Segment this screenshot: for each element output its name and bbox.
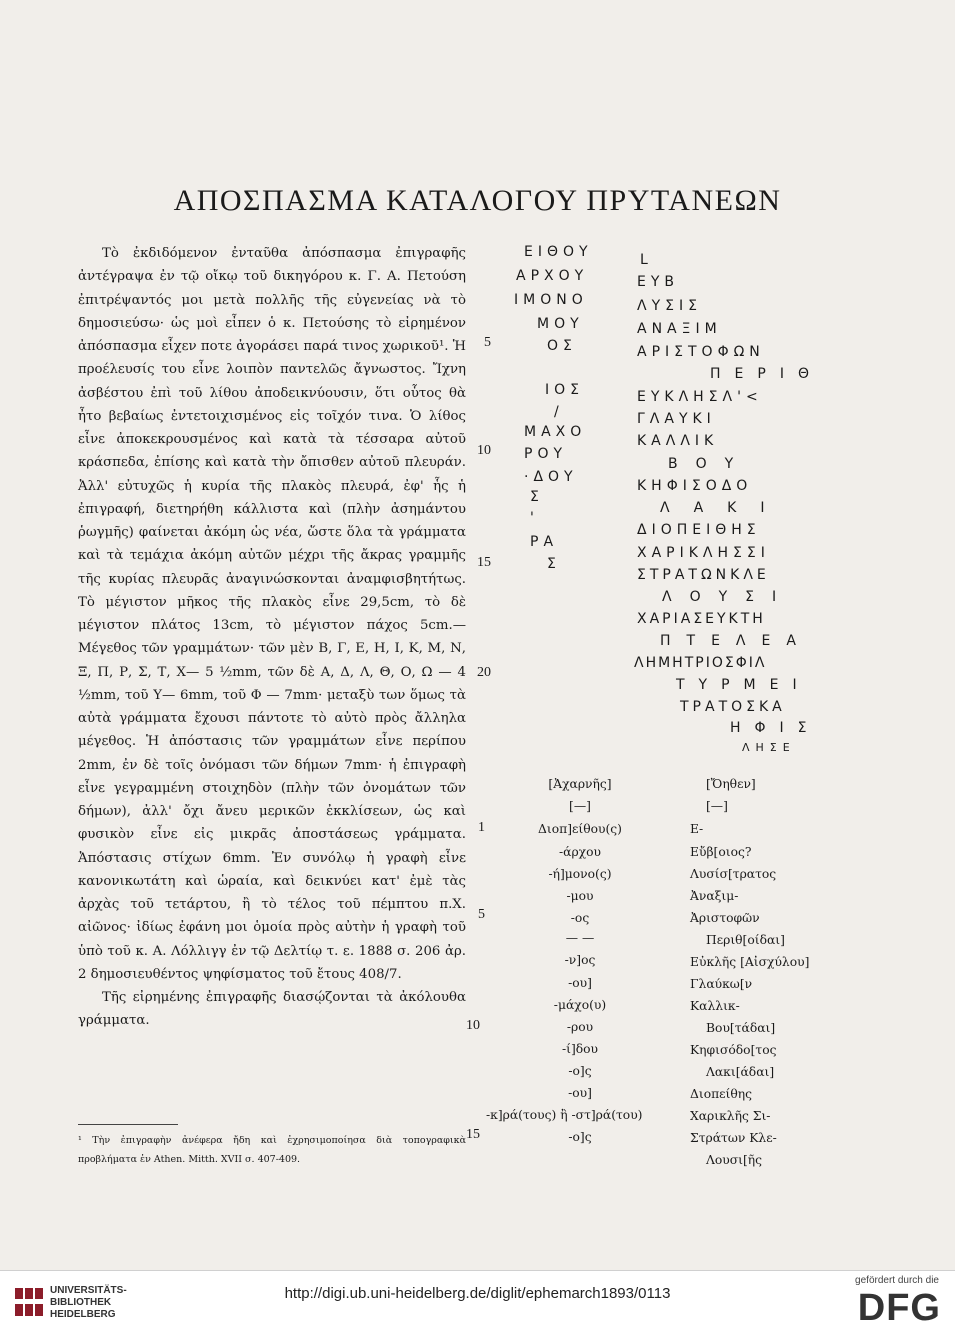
digitization-footer <box>0 1270 955 1337</box>
inscription-right-line: ΤΥΡΜΕΙ <box>676 677 811 693</box>
library-name-line: HEIDELBERG <box>50 1309 116 1320</box>
footnote: ¹ Τὴν ἐπιγραφὴν ἀνέφερα ἤδη καὶ ἐχρησιμοποίησα διὰ τοπογραφικὰ προβλήματα ἐν Athen. Mitth. XVII σ. 407-409. <box>78 1135 466 1165</box>
transcription-right-line: Κηφισόδο[τος <box>690 1043 777 1057</box>
inscription-right-line: ΕΥΚΛΗΣΛ'< <box>637 389 763 405</box>
inscription-right-line: ΚΗΦΙΣΟΔΟ <box>637 478 753 494</box>
transcription-right-line: Ἀριστοφῶν <box>690 911 760 925</box>
inscription-right-line: ΒΟΥ <box>668 456 752 472</box>
paragraph-2: Τῆς εἰρημένης ἐπιγραφῆς διασῴζονται τὰ ἀκόλουθα γράμματα. <box>78 990 466 1029</box>
transcription-right-line: Γλαύκω[ν <box>690 977 753 991</box>
inscription-right-line: ΛΗΣΕ <box>742 741 796 754</box>
transcription-right-line: Περιθ[οίδαι] <box>706 933 785 947</box>
transcription-left-line: -ί]δου <box>561 1042 599 1056</box>
inscription-right-line: ΚΑΛΛΙΚ <box>637 433 719 449</box>
inscription-left-line: ΟΣ <box>547 338 577 354</box>
library-name-line: BIBLIOTHEK <box>50 1297 112 1308</box>
transcription-left-line: Διοπ]είθου(ς) <box>538 822 622 836</box>
inscription-right-line: ΛΗΜΗΤΡΙΟΣΦΙΛ <box>634 655 767 671</box>
inscription-right-line: ΛΑΚΙ <box>660 500 789 516</box>
transcription-right-line: Λυσίσ[τρατος <box>690 867 777 881</box>
inscription-left-line: ΜΟΥ <box>537 316 584 332</box>
transcription-left-line: -ος <box>570 911 590 925</box>
inscription-line-number: 15 <box>477 555 491 570</box>
inscription-right-line: ΠΤΕΛΕΑ <box>660 633 812 649</box>
transcription-right-line: Καλλικ- <box>690 999 740 1013</box>
page-title: ΑΠΟΣΠΑΣΜΑ ΚΑΤΑΛΟΓΟΥ ΠΡΥΤΑΝΕΩΝ <box>173 184 782 217</box>
inscription-left-line: ΙΜΟΝΟ <box>514 292 588 308</box>
inscription-right-line: ΤΡΑΤΟΣΚΑ <box>680 699 786 715</box>
inscription-line-number: 5 <box>484 335 491 350</box>
transcription-right-line: Διοπείθης <box>690 1087 753 1101</box>
transcription-right-line: Εὐκλῆς [Αἰσχύλου] <box>690 955 810 969</box>
transcription-left-line: -κ]ρά(τους) ἢ -στ]ρά(του) <box>486 1108 643 1122</box>
inscription-right-line: L <box>640 252 653 268</box>
inscription-left-line: ΑΡΧΟΥ <box>516 268 589 284</box>
transcription-left-header: [Ἀχαρνῆς] <box>548 777 612 791</box>
inscription-left-line: / <box>554 404 564 420</box>
transcription-line-number: 5 <box>478 907 485 922</box>
inscription-right-line: ΣΤΡΑΤΩΝΚΛΕ <box>637 567 770 583</box>
inscription-left-line: Σ <box>530 489 544 505</box>
transcription-line-number: 10 <box>466 1018 480 1033</box>
transcription-left-line: -άρχου <box>558 845 602 859</box>
transcription-left-line: -ου] <box>568 976 592 990</box>
inscription-left-line: ΡΟΥ <box>524 446 568 462</box>
inscription-right-line: ΧΑΡΙΑΣΕΥΚΤΗ <box>637 611 766 627</box>
inscription-right-line: ΠΕΡΙΘ <box>710 366 823 382</box>
transcription-right-line: [—] <box>706 799 728 813</box>
transcription-left-line: -μάχο(υ) <box>553 998 607 1012</box>
inscription-right-line: ΗΦΙΣ <box>730 720 821 736</box>
transcription-right-line: Λακι[άδαι] <box>706 1065 775 1079</box>
transcription-right-line: Χαρικλῆς Σι- <box>690 1109 771 1123</box>
inscription-left-line: Σ <box>547 556 561 572</box>
inscription-left-line: ΙΟΣ <box>545 382 584 398</box>
inscription-right-line: ΛΥΣΙΣ <box>637 298 702 314</box>
transcription-left-line: -ή]μονο(ς) <box>548 867 612 881</box>
transcription-left-line: [—] <box>569 799 591 813</box>
inscription-right-line: ΑΡΙΣΤΟΦΩΝ <box>637 344 765 360</box>
inscription-right-line: ΧΑΡΙΚΛΗΣΣΙ <box>637 545 770 561</box>
inscription-left-line: ΕΙΘΟΥ <box>524 244 593 260</box>
transcription-left-line: -ο]ς <box>568 1130 592 1144</box>
transcription-right-line: Ἀναξιμ- <box>690 889 739 903</box>
funded-by-label: gefördert durch die <box>855 1275 939 1286</box>
inscription-left-line: ' <box>530 510 539 526</box>
transcription-right-line: Στράτων Κλε- <box>690 1131 777 1145</box>
footnote-rule <box>78 1124 178 1125</box>
transcription-left-line: — — <box>565 931 595 945</box>
inscription-right-line: ΛΟΥΣΙ <box>662 589 795 605</box>
library-name-line: UNIVERSITÄTS- <box>50 1285 127 1296</box>
inscription-line-number: 10 <box>477 443 491 458</box>
main-text-column <box>78 242 466 1033</box>
transcription-left-line: -ο]ς <box>568 1064 592 1078</box>
source-url-link[interactable]: http://digi.ub.uni-heidelberg.de/diglit/ephemarch1893/0113 <box>284 1285 671 1302</box>
dfg-logo: DFG <box>857 1287 941 1329</box>
inscription-right-line: ΔΙΟΠΕΙΘΗΣ <box>637 522 761 538</box>
transcription-line-number: 1 <box>478 820 485 835</box>
inscription-right-line: ΑΝΑΞΙΜ <box>637 321 722 337</box>
inscription-left-line: ΡΑ <box>530 534 559 550</box>
transcription-left-line: -ρου <box>566 1020 594 1034</box>
transcription-line-number: 15 <box>466 1127 480 1142</box>
transcription-right-line: Εὔβ[οιος? <box>690 845 752 859</box>
paragraph-1: Τὸ ἐκδιδόμενον ἐνταῦθα ἀπόσπασμα ἐπιγραφῆς ἀντέγραψα ἐν τῷ οἴκῳ τοῦ δικηγόρου κ. Γ. Α. Πετούση ἐπιτρέψαντός μοι μετὰ πολλῆς τῆς εὐγενείας νὰ τὸ δημοσιεύσω· ὡς μοὶ εἶπεν ὁ κ. Πετούσης τὸ εἰρημένον ἀπόσπασμα εἶχεν ποτε ἀγοράσει παρά τινος χωρικοῦ¹. Ἡ προέλευσίς του εἶνε λοιπὸν παντελῶς ἄγνωστος. Ἴχνη ἀσβέστου ἐπὶ τοῦ λίθου ἀποδεικνύουσιν, ὅτι οὗτος θὰ ἦτο βεβαίως ἐντετοιχισμένος εἰς τοῖχόν τινα. Ὁ λίθος εἶνε ἀποκεκρουσμένος καὶ κατὰ τὰ τέσσαρα αὐτοῦ κράσπεδα, ἐπίσης καὶ κατὰ τὴν ὄπισθεν αὐτοῦ πλευράν. Ἀλλ' εὐτυχῶς ἡ κυρία τῆς πλακὸς πλευρά, ἐφ' ἧς ἡ ἐπιγραφή, διετηρήθη κάλλιστα καὶ (πλὴν ἀσημάντου ῥωγμῆς) φαίνεται ἀκόμη ὡς νέα, ὥστε ὅλα τὰ γράμματα καὶ τὰ τεμάχια ἀκόμη αὐτῶν μέχρι τῆς ἄκρας γραμμῆς τῆς κυρίας πλευρᾶς ἀναγινώσκονται ἀναμφισβητήτως. Τὸ μέγιστον μῆκος τῆς πλακὸς εἶνε 29,5cm, τὸ δὲ μέγιστον πλάτος 13cm, τὸ μέγιστον πάχος 5cm.— Μέγεθος τῶν γραμμάτων· τῶν μὲν Β, Γ, Ε, Η, Ι, Κ, Μ, Ν, Ξ, Π, Ρ, Σ, Τ, Χ— 5 ½mm, τῶν δὲ Α, Δ, Λ, Θ, Ο, Ω — 4 ½mm, τοῦ Υ— 6mm, τοῦ Φ — 7mm· μεταξὺ των ὅμως τὰ αὐτὰ γράμματα ἔχουσι πάντοτε τὸ αὐτὸ πρὸς ἄλληλα μέγεθος. Ἡ ἀπόστασις τῶν γραμμάτων εἶνε περίπου 2mm, ἐν δὲ τοῖς ὀνόμασι τῶν δήμων 7mm· ἡ ἐπιγραφὴ εἶνε γεγραμμένη στοιχηδὸν (πλὴν τῶν ὀνομάτων τῶν δήμων), ἀλλ' ὄχι ἄνευ μερικῶν ἐκκλίσεων, ὡς καὶ φυσικὸν εἶνε εἰς μικρᾶς ἀποστάσεως γράμματα. Ἀπόστασις στίχων 6mm. Ἐν συνόλῳ ἡ γραφὴ εἶνε κανονικωτάτη καὶ ὡραία, καὶ δεικνύει κατ' ἐμὲ τὰς ἀρχὰς τοῦ τετάρτου, ἢ τὸ τέλος τοῦ πέμπτου π.Χ. αἰῶνος· ἰδίως ἐφάνη μοι ὁμοία πρὸς αὐτὴν ἡ γραφὴ τοῦ ὑπὸ τοῦ κ. Α. Λόλλιγγ ἐν τῷ Δελτίῳ τ. ε. 1888 σ. 206 ἀρ. 2 δημοσιευθέντος ψηφίσματος τοῦ ἔτους 408/7. <box>78 246 466 982</box>
transcription-right-header: [Ὄηθεν] <box>706 777 756 791</box>
transcription-left-line: -ν]ος <box>564 953 596 967</box>
transcription-right-line: Ε- <box>690 822 704 836</box>
inscription-right-line: ΕΥΒ <box>637 274 680 290</box>
inscription-left-line: ΜΑΧΟ <box>524 424 587 440</box>
transcription-right-line: Βου[τάδαι] <box>706 1021 776 1035</box>
inscription-line-number: 20 <box>477 665 491 680</box>
transcription-left-line: -μου <box>566 889 594 903</box>
transcription-right-line: Λουσι[ῆς <box>706 1153 763 1167</box>
inscription-right-line: ΓΛΑΥΚΙ <box>637 411 716 427</box>
transcription-left-line: -ου] <box>568 1086 592 1100</box>
inscription-left-line: ·ΔΟΥ <box>524 469 578 485</box>
